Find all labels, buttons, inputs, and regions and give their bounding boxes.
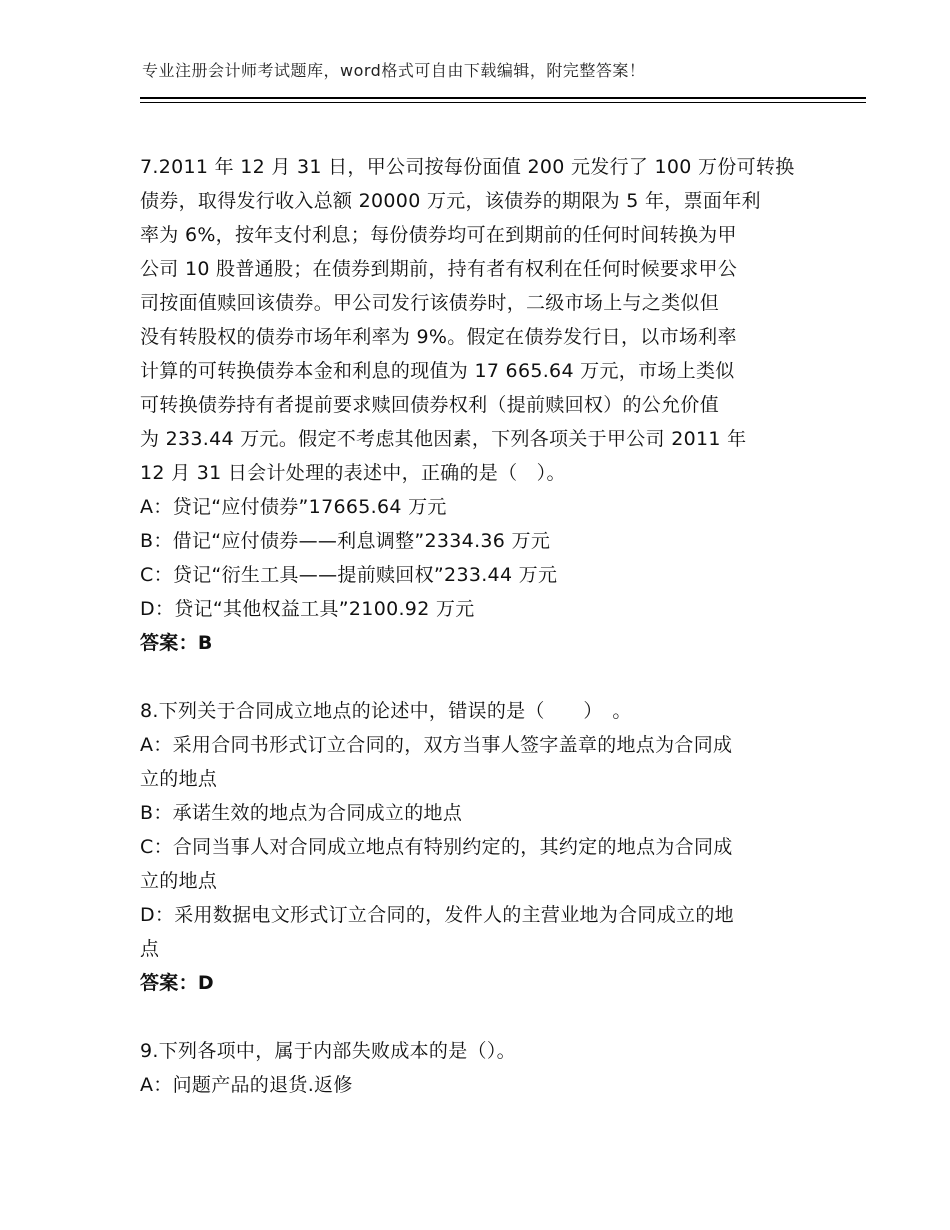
option-d: D：贷记“其他权益工具”2100.92 万元 <box>140 598 475 620</box>
option-b: B：承诺生效的地点为合同成立的地点 <box>140 802 463 824</box>
header-rule-thick <box>140 97 866 99</box>
question-stem-line: 9.下列各项中，属于内部失败成本的是（）。 <box>140 1040 516 1062</box>
question-stem-line: 8.下列关于合同成立地点的论述中，错误的是（ ） 。 <box>140 700 632 722</box>
question-stem-line: 率为 6%，按年支付利息；每份债券均可在到期前的任何时间转换为甲 <box>140 224 737 246</box>
option-a: A：问题产品的退货.返修 <box>140 1074 353 1096</box>
header-rule-thin <box>140 102 866 103</box>
question-stem-line: 12 月 31 日会计处理的表述中，正确的是（ ）。 <box>140 462 566 484</box>
question-stem-line: 公司 10 股普通股；在债券到期前，持有者有权利在任何时候要求甲公 <box>140 258 738 280</box>
option-c: C：贷记“衍生工具——提前赎回权”233.44 万元 <box>140 564 558 586</box>
spacer <box>140 1000 816 1034</box>
question-stem-line: 债券，取得发行收入总额 20000 万元，该债券的期限为 5 年，票面年利 <box>140 190 761 212</box>
option-c: C：合同当事人对合同成立地点有特别约定的，其约定的地点为合同成 <box>140 836 733 858</box>
question-stem-line: 司按面值赎回该债券。甲公司发行该债券时，二级市场上与之类似但 <box>140 292 720 314</box>
option-a: A：贷记“应付债券”17665.64 万元 <box>140 496 447 518</box>
question-stem-line: 7.2011 年 12 月 31 日，甲公司按每份面值 200 元发行了 100 万份可转换 <box>140 156 795 178</box>
question-stem-line: 可转换债券持有者提前要求赎回债券权利（提前赎回权）的公允价值 <box>140 394 720 416</box>
option-c-continued: 立的地点 <box>140 870 218 892</box>
question-stem-line: 为 233.44 万元。假定不考虑其他因素，下列各项关于甲公司 2011 年 <box>140 428 747 450</box>
answer-label: 答案：D <box>140 972 214 994</box>
question-7 <box>140 150 816 660</box>
option-a-continued: 立的地点 <box>140 768 218 790</box>
option-d-continued: 点 <box>140 938 160 960</box>
question-8 <box>140 694 816 1000</box>
question-list <box>140 150 816 1102</box>
option-a: A：采用合同书形式订立合同的，双方当事人签字盖章的地点为合同成 <box>140 734 733 756</box>
option-b: B：借记“应付债券——利息调整”2334.36 万元 <box>140 530 551 552</box>
answer-label: 答案：B <box>140 632 213 654</box>
option-d: D：采用数据电文形式订立合同的，发件人的主营业地为合同成立的地 <box>140 904 734 926</box>
spacer <box>140 660 816 694</box>
question-9 <box>140 1034 816 1102</box>
page-header: 专业注册会计师考试题库，word格式可自由下载编辑，附完整答案！ <box>142 61 646 80</box>
question-stem-line: 没有转股权的债券市场年利率为 9%。假定在债券发行日，以市场利率 <box>140 326 737 348</box>
question-stem-line: 计算的可转换债券本金和利息的现值为 17 665.64 万元，市场上类似 <box>140 360 735 382</box>
